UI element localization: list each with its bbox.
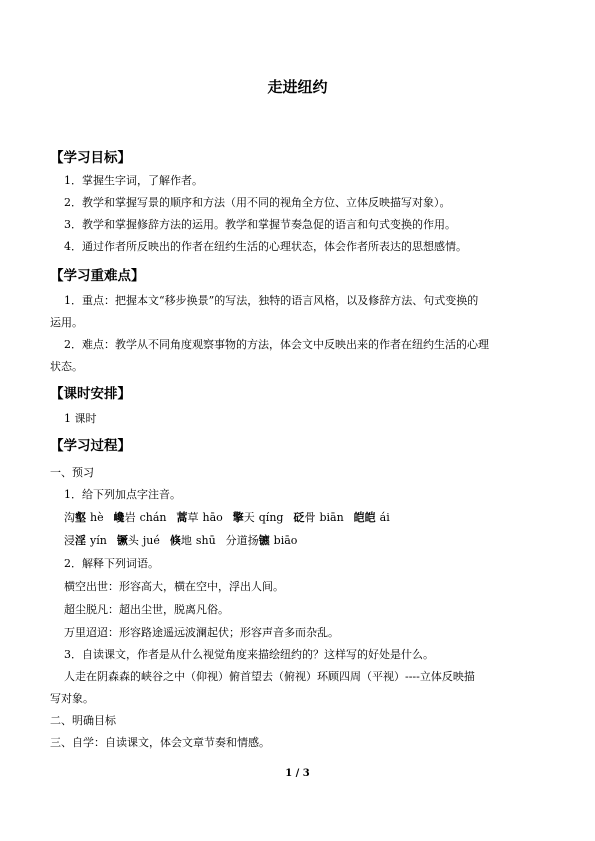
pinyin-entry <box>354 511 390 525</box>
process-part-2: 二、明确目标 <box>50 714 116 727</box>
word-text: 浸 <box>64 534 75 547</box>
page-title: 走进纽约 <box>267 78 328 96</box>
word-text: 头 <box>127 534 139 547</box>
word-text: 岩 <box>124 511 136 524</box>
goal-item-3: 3．教学和掌握修辞方法的运用。教学和掌握节奏急促的语言和句式变换的作用。 <box>64 218 456 231</box>
dotted-character: 皑皑 <box>353 511 376 524</box>
word-text: 分道扬 <box>225 534 259 547</box>
pinyin-text: biān <box>319 511 344 524</box>
pinyin-text: biāo <box>273 534 298 547</box>
question-3: 3．自读课文，作者是从什么视觉角度来描绘纽约的？这样写的好处是什么。 <box>64 648 434 661</box>
pinyin-entry <box>233 511 284 525</box>
word-text: 沟 <box>64 511 75 524</box>
pinyin-text: ái <box>379 511 390 524</box>
pinyin-entry <box>293 511 343 525</box>
answer-line-2: 写对象。 <box>50 692 94 705</box>
dotted-character: 巉 <box>113 511 125 524</box>
definition-3: 万里迢迢：形容路途遥远波澜起伏；形容声音多而杂乱。 <box>64 626 339 639</box>
dotted-character: 镢 <box>116 534 128 547</box>
dotted-character: 擎 <box>232 511 244 524</box>
pinyin-text: yín <box>90 534 107 547</box>
pinyin-row-1 <box>64 511 390 525</box>
goal-item-2: 2．教学和掌握写景的顺序和方法（用不同的视角全方位、立体反映描写对象）。 <box>64 196 451 209</box>
word-text: 骨 <box>304 511 316 524</box>
page-number: 1 / 3 <box>285 768 310 779</box>
word-text: 草 <box>187 511 199 524</box>
dotted-character: 倏 <box>169 534 181 547</box>
word-text: 地 <box>180 534 192 547</box>
pinyin-text: qíng <box>258 511 284 524</box>
pinyin-entry <box>114 511 167 525</box>
pinyin-entry <box>64 511 104 525</box>
definition-1: 横空出世：形容高大，横在空中，浮出人间。 <box>64 580 284 593</box>
dotted-character: 淫 <box>75 534 86 547</box>
key-point-2-line-2: 状态。 <box>50 360 83 373</box>
key-point-1-line-2: 运用。 <box>50 316 83 329</box>
pinyin-text: hè <box>90 511 104 524</box>
pinyin-entry <box>64 534 107 548</box>
section-heading-key-points: 【学习重难点】 <box>50 268 145 284</box>
pinyin-text: chán <box>139 511 167 524</box>
dotted-character: 镳 <box>258 534 270 547</box>
pinyin-entry <box>177 511 223 525</box>
answer-line-1: 人走在阴森森的峡谷之中（仰视）俯首望去（俯视）环顾四周（平视）----立体反映描 <box>64 670 475 683</box>
dotted-character: 蒿 <box>176 511 188 524</box>
word-text: 天 <box>243 511 255 524</box>
goal-item-1: 1．掌握生字词，了解作者。 <box>64 174 203 187</box>
section-heading-schedule: 【课时安排】 <box>50 386 131 402</box>
key-point-2-line-1: 2．难点：教学从不同角度观察事物的方法，体会文中反映出来的作者在纽约生活的心理 <box>64 338 489 351</box>
pinyin-text: hāo <box>202 511 223 524</box>
definition-2: 超尘脱凡：超出尘世，脱离凡俗。 <box>64 603 229 616</box>
question-1: 1．给下列加点字注音。 <box>64 488 181 501</box>
pinyin-entry <box>226 534 298 548</box>
pinyin-entry <box>170 534 216 548</box>
schedule-text: 1 课时 <box>64 412 97 425</box>
pinyin-entry <box>117 534 160 548</box>
process-part-3: 三、自学：自读课文，体会文章节奏和情感。 <box>50 736 270 749</box>
dotted-character: 砭 <box>293 511 305 524</box>
question-2: 2．解释下列词语。 <box>64 557 159 570</box>
pinyin-text: shū <box>195 534 216 547</box>
section-heading-process: 【学习过程】 <box>50 438 131 454</box>
section-heading-goals: 【学习目标】 <box>50 150 131 166</box>
key-point-1-line-1: 1．重点：把握本文“移步换景”的写法，独特的语言风格，以及修辞方法、句式变换的 <box>64 294 479 307</box>
process-part-1: 一、预习 <box>50 466 94 479</box>
pinyin-row-2 <box>64 534 297 548</box>
goal-item-4: 4．通过作者所反映出的作者在纽约生活的心理状态，体会作者所表达的思想感情。 <box>64 240 467 253</box>
pinyin-text: jué <box>142 534 160 547</box>
dotted-character: 壑 <box>75 511 86 524</box>
